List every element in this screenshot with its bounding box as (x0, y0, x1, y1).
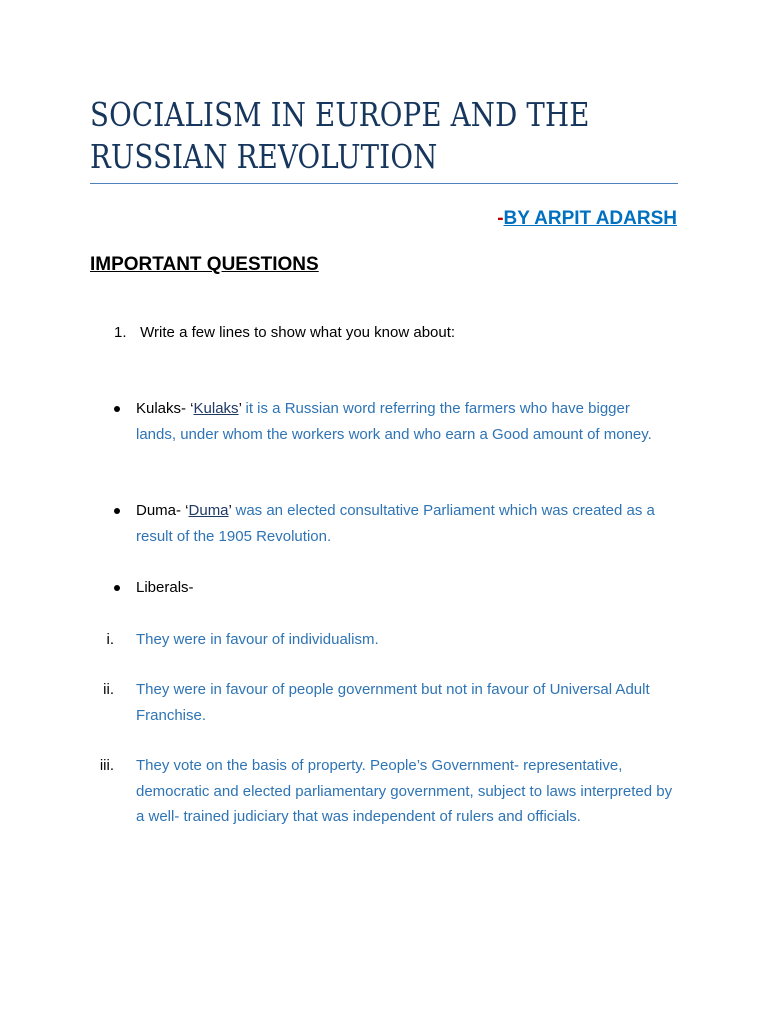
bullet-icon (114, 585, 120, 591)
kulaks-link[interactable]: Kulaks (193, 400, 239, 417)
title-divider (90, 183, 678, 184)
title-line-1: SOCIALISM IN EUROPE AND THE (90, 95, 590, 134)
bullet-icon (114, 508, 120, 514)
roman-numeral: i. (106, 631, 114, 648)
liberal-point-text: They were in favour of people government but not in favour of Universal Adult Franchise. (136, 681, 650, 724)
bullet-text (136, 575, 674, 601)
liberal-point-text: They vote on the basis of property. People’s Government- representative, democratic and elected parliamentary government, subject to laws interpreted by a well- trained judiciary that was independent of rulers and officials. (136, 757, 673, 825)
bullet-suffix: ’ (238, 400, 242, 417)
liberal-point-text: They were in favour of individualism. (136, 631, 379, 648)
document-title (90, 94, 639, 178)
liberal-point-1 (90, 627, 680, 653)
roman-numeral: ii. (103, 681, 114, 698)
bullet-icon (114, 406, 120, 412)
question-text: Write a few lines to show what you know about: (140, 324, 456, 341)
bullet-text (136, 396, 674, 447)
liberal-point-3 (90, 753, 680, 830)
bullet-text (136, 498, 674, 549)
bullet-item-liberals (114, 575, 674, 601)
bullet-prefix: Duma- ‘ (136, 502, 189, 519)
question-item (114, 320, 455, 346)
bullet-answer: was an elected consultative Parliament which was created as a result of the 1905 Revolution. (136, 502, 655, 545)
bullet-answer: it is a Russian word referring the farmers who have bigger lands, under whom the workers work and who earn a Good amount of money. (136, 400, 652, 443)
bullet-item-duma (114, 498, 674, 549)
bullet-item-kulaks (114, 396, 674, 447)
liberal-point-2 (90, 677, 680, 728)
bullet-prefix: Kulaks- ‘ (136, 400, 194, 417)
title-line-2: RUSSIAN REVOLUTION (90, 137, 438, 176)
section-heading: IMPORTANT QUESTIONS (90, 254, 319, 275)
author-byline (497, 207, 677, 231)
author-name: BY ARPIT ADARSH (503, 208, 677, 229)
author-dash: - (497, 208, 504, 229)
duma-link[interactable]: Duma (188, 502, 229, 519)
bullet-suffix: ’ (228, 502, 232, 519)
question-number: 1. (114, 324, 127, 341)
roman-numeral: iii. (99, 757, 114, 774)
bullet-prefix: Liberals- (136, 579, 194, 596)
